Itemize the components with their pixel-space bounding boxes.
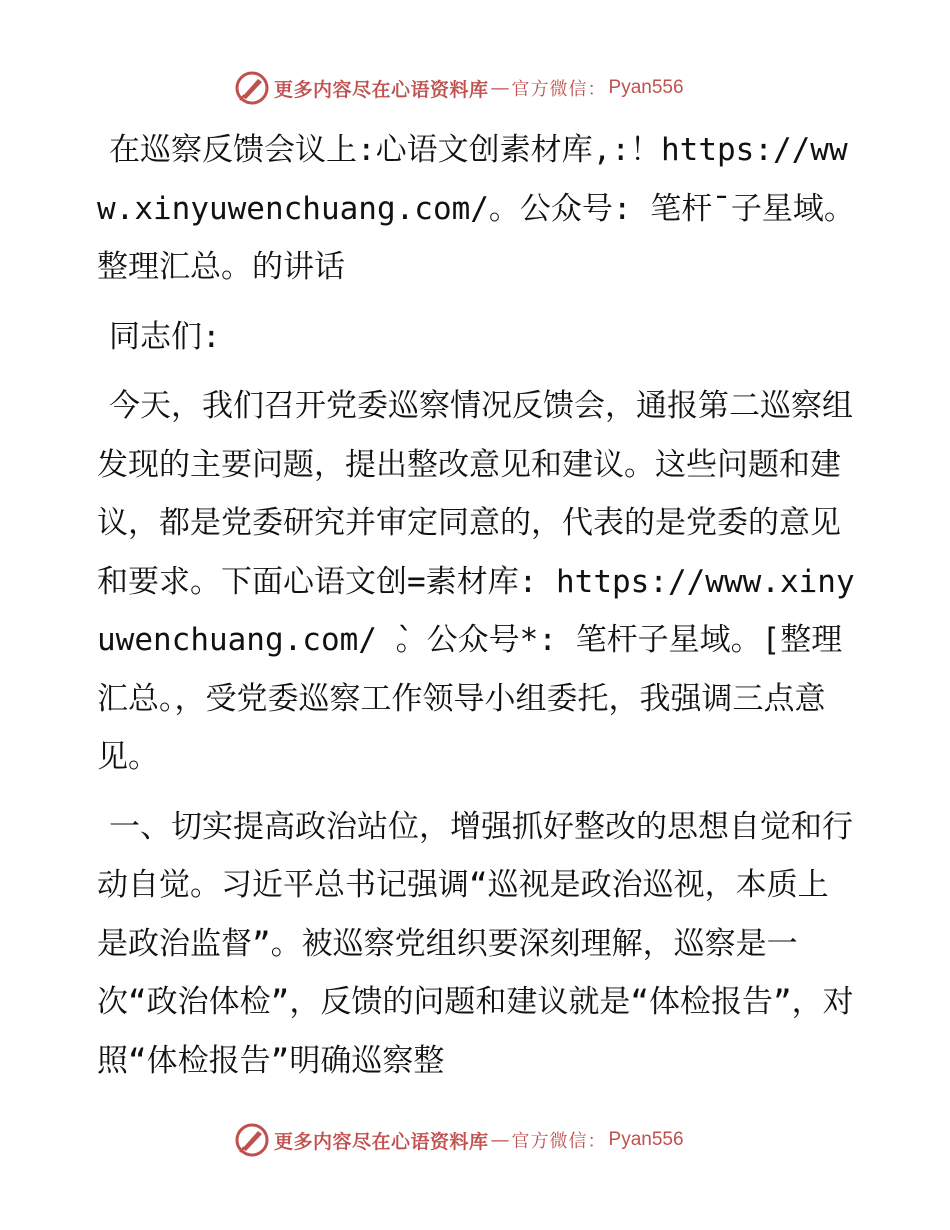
watermark-dash: — bbox=[490, 77, 510, 99]
watermark-main-text: 更多内容尽在心语资料库 bbox=[274, 78, 489, 101]
salutation: 同志们: bbox=[109, 318, 221, 355]
watermark-wechat-id: Pyan556 bbox=[608, 77, 684, 98]
watermark-sub-text: 官方微信： bbox=[511, 79, 607, 100]
watermark-sub-text: 官方微信： bbox=[511, 1131, 607, 1152]
document-title: 在巡察反馈会议上:心语文创素材库,:！https://www.xinyuwenchuang.com/。公众号: 笔杆¯子星域。整理汇总。的讲话 bbox=[97, 132, 855, 285]
watermark-header bbox=[234, 68, 684, 108]
document-body bbox=[97, 121, 857, 1101]
paragraph-1: 今天，我们召开党委巡察情况反馈会，通报第二巡察组发现的主要问题，提出整改意见和建议。这些问题和建议，都是党委研究并审定同意的，代表的是党委的意见和要求。下面心语文创=素材库: https://www.xinyuwenchuang.com/ ̀。公众号*: 笔杆子星域。[整理汇总。，受党委巡察工作领导小组委托，我强调三点意见。 bbox=[97, 388, 855, 775]
watermark-dash: — bbox=[490, 1129, 510, 1151]
watermark-main-text: 更多内容尽在心语资料库 bbox=[274, 1130, 489, 1153]
watermark-footer bbox=[234, 1120, 684, 1160]
quill-logo-icon bbox=[234, 70, 270, 106]
quill-logo-icon bbox=[234, 1122, 270, 1158]
watermark-wechat-id: Pyan556 bbox=[608, 1129, 684, 1150]
paragraph-2: 一、切实提高政治站位，增强抓好整改的思想自觉和行动自觉。习近平总书记强调“巡视是政治巡视，本质上是政治监督”。被巡察党组织要深刻理解，巡察是一次“政治体检”，反馈的问题和建议就是“体检报告”，对照“体检报告”明确巡察整 bbox=[97, 808, 854, 1079]
